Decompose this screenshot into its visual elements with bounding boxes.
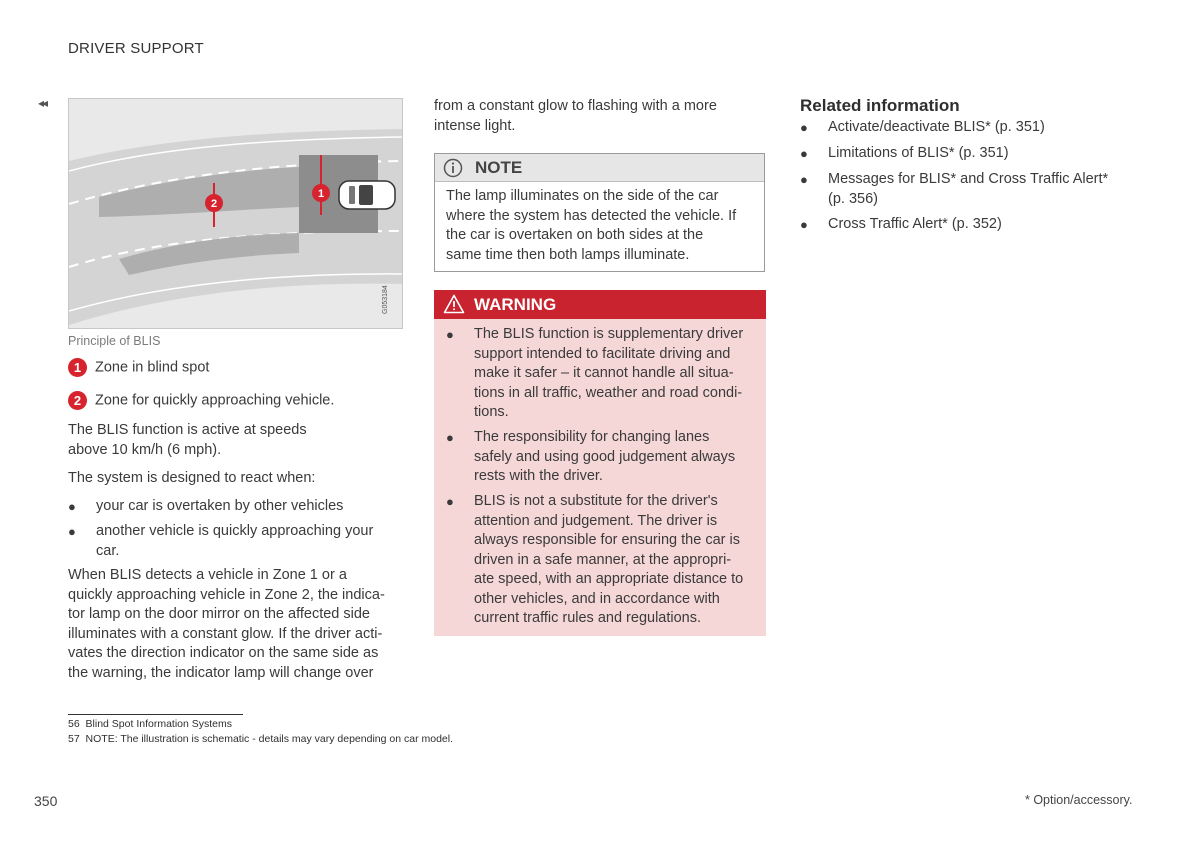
warning-triangle-icon [443,294,465,319]
paragraph-detect: When BLIS detects a vehicle in Zone 1 or a quickly approaching vehicle in Zone 2, the indica- tor lamp on the door mirror on the affected side illuminates with a constant glow. If the driver acti- vates the direction indicator on the same side as the warning, the indicator lamp will change over [68,567,385,681]
footnote-divider [68,714,243,715]
paragraph-react: The system is designed to react when: [68,470,316,486]
blis-illustration [68,98,403,329]
section-header: DRIVER SUPPORT [68,40,204,57]
legend-item-2: 2 Zone for quickly approaching vehicle. [68,391,334,410]
info-icon [443,158,463,183]
marker-2: 2 [210,198,218,210]
paragraph-continued: from a constant glow to flashing with a more intense light. [434,98,717,134]
footnote-56: 56 Blind Spot Information Systems [68,718,233,730]
car-icon [339,181,395,209]
warning-box: WARNING ● The BLIS function is supplementary driver support intended to facilitate driving and make it safer – it cannot handle all situa- tions in all traffic, weather and road condi- tions. ● The responsibility for changing lanes safely and using good judgement always rests with the driver. ● BLIS is not a substitute for the driver's attention and judgement. The driver is always responsible for ensuring the car is driven in a safe manner, at the appropri- ate speed, with an appropriate distance to other vehicles, and in accordance with current traffic rules and regulations. [434,290,766,636]
zone-2-badge: 2 [68,391,87,410]
note-box [434,153,765,272]
figure-caption: Principle of BLIS [68,334,161,348]
option-accessory-note: * Option/accessory. [1025,793,1133,807]
note-title: NOTE [475,158,523,177]
back-arrows-icon[interactable]: ◂◂ [38,96,47,110]
page-number: 350 [34,793,58,809]
paragraph-speed: The BLIS function is active at speeds above 10 km/h (6 mph). [68,422,307,458]
blis-diagram-svg [69,99,402,328]
marker-1: 1 [317,188,325,200]
related-info-title: Related information [800,96,960,115]
zone-1-badge: 1 [68,358,87,377]
footnote-57: 57 NOTE: The illustration is schematic - details may vary depending on car model. [68,733,453,745]
warning-title: WARNING [474,295,557,314]
legend-item-1: 1 Zone in blind spot [68,358,209,377]
figure-code: G053184 [382,285,389,314]
note-text: The lamp illuminates on the side of the car where the system has detected the vehicle. If the car is overtaken on both sides at the same time then both lamps illuminate. [446,188,737,263]
